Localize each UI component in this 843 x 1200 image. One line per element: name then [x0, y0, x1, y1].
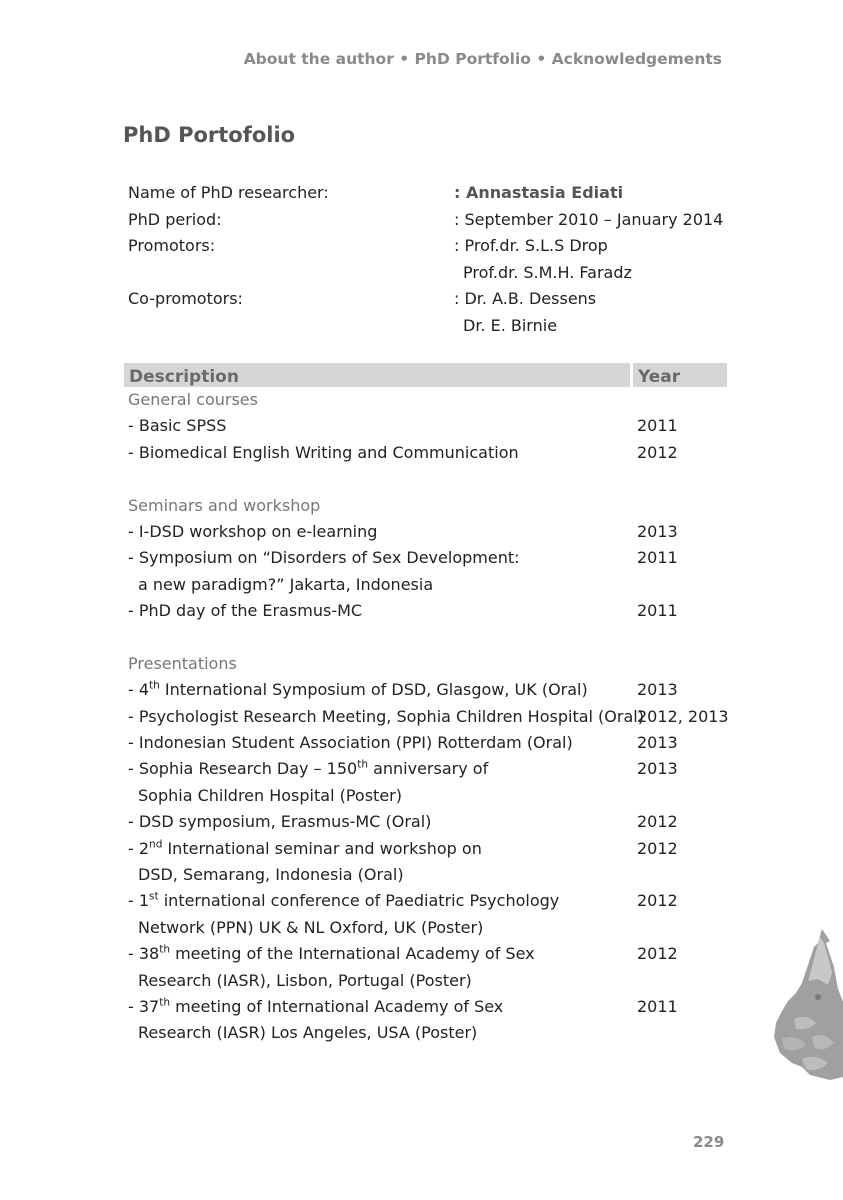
- row-description: - Biomedical English Writing and Communication: [128, 442, 519, 462]
- row-description: - Basic SPSS: [128, 416, 227, 436]
- row-year: 2013: [637, 521, 678, 541]
- row-year: 2013: [637, 680, 678, 700]
- table-row-continuation: [124, 783, 727, 809]
- copromotors-row: [128, 286, 728, 313]
- row-description-continuation: Network (PPN) UK & NL Oxford, UK (Poster): [138, 917, 484, 937]
- promotor-2: Prof.dr. S.M.H. Faradz: [463, 262, 632, 282]
- table-row: [124, 519, 727, 545]
- spacer-row: [124, 625, 727, 651]
- table-row: [124, 756, 727, 782]
- table-row-continuation: [124, 862, 727, 888]
- copromotor-1: : Dr. A.B. Dessens: [454, 289, 597, 308]
- row-description: - Psychologist Research Meeting, Sophia Children Hospital (Oral): [128, 706, 644, 726]
- researcher-name-row: [128, 180, 728, 207]
- copromotors-label: Co-promotors:: [128, 289, 243, 308]
- row-year: 2013: [637, 733, 678, 753]
- row-year: 2012: [637, 944, 678, 964]
- researcher-name-label: Name of PhD researcher:: [128, 183, 329, 202]
- row-year: 2011: [637, 996, 678, 1016]
- row-description: - Sophia Research Day – 150th anniversary of: [128, 759, 489, 779]
- phd-period-value: : September 2010 – January 2014: [454, 209, 724, 229]
- table-row-continuation: [124, 915, 727, 941]
- row-description: - 1st international conference of Paediatric Psychology: [128, 891, 560, 911]
- table-row: [124, 994, 727, 1020]
- copromotor-2: Dr. E. Birnie: [463, 315, 558, 335]
- section-heading-seminars: Seminars and workshop: [128, 495, 321, 515]
- row-description: - Indonesian Student Association (PPI) Rotterdam (Oral): [128, 733, 573, 753]
- section-heading-general: General courses: [128, 390, 258, 409]
- researcher-name-value: : Annastasia Ediati: [454, 183, 624, 202]
- table-row: [124, 440, 727, 466]
- row-description-continuation: DSD, Semarang, Indonesia (Oral): [138, 865, 404, 885]
- table-row: [124, 941, 727, 967]
- row-year: 2012: [637, 891, 678, 911]
- row-year: 2012, 2013: [637, 706, 729, 726]
- portfolio-table: [124, 363, 727, 1047]
- table-row: [124, 598, 727, 624]
- table-row-continuation: [124, 1020, 727, 1046]
- row-year: 2011: [637, 601, 678, 621]
- promotor-1: : Prof.dr. S.L.S Drop: [454, 236, 608, 255]
- row-description-continuation: Sophia Children Hospital (Poster): [138, 785, 402, 805]
- table-row: [124, 836, 727, 862]
- spacer-row: [124, 466, 727, 492]
- table-row: [124, 809, 727, 835]
- page-number: 229: [693, 1133, 725, 1151]
- row-year: 2013: [637, 759, 678, 779]
- row-description: - 4th International Symposium of DSD, Glasgow, UK (Oral): [128, 680, 588, 700]
- copromotors-row-2: [128, 313, 728, 340]
- row-description-continuation: Research (IASR) Los Angeles, USA (Poster): [138, 1023, 478, 1043]
- table-body: [124, 387, 727, 1047]
- page-title: PhD Portofolio: [123, 123, 296, 147]
- table-row-continuation: [124, 572, 727, 598]
- row-description: - 37th meeting of International Academy of Sex: [128, 996, 504, 1016]
- row-year: 2011: [637, 416, 678, 436]
- row-description: - I-DSD workshop on e-learning: [128, 521, 378, 541]
- row-year: 2012: [637, 838, 678, 858]
- promotors-row: [128, 233, 728, 260]
- row-description: - 38th meeting of the International Academy of Sex: [128, 943, 535, 964]
- row-description-continuation: a new paradigm?” Jakarta, Indonesia: [138, 574, 434, 594]
- researcher-info: [128, 180, 728, 339]
- row-description: - Symposium on “Disorders of Sex Development:: [128, 548, 520, 568]
- phd-period-label: PhD period:: [128, 209, 222, 229]
- wayang-puppet-icon: [772, 927, 843, 1082]
- row-year: 2011: [637, 548, 678, 568]
- table-row: [124, 888, 727, 914]
- column-header-year: Year: [633, 363, 727, 387]
- row-description: - PhD day of the Erasmus-MC: [128, 601, 363, 621]
- promotors-row-2: [128, 260, 728, 287]
- row-description-continuation: Research (IASR), Lisbon, Portugal (Poster): [138, 970, 472, 990]
- table-row-continuation: [124, 968, 727, 994]
- table-header: [124, 363, 727, 387]
- phd-period-row: [128, 207, 728, 234]
- table-row: [124, 545, 727, 571]
- table-row: [124, 413, 727, 439]
- row-description: - DSD symposium, Erasmus-MC (Oral): [128, 812, 432, 832]
- table-row: [124, 677, 727, 703]
- row-year: 2012: [637, 812, 678, 832]
- running-header: About the author • PhD Portfolio • Acknowledgements: [243, 50, 722, 68]
- row-year: 2012: [637, 442, 678, 462]
- table-row: [124, 704, 727, 730]
- promotors-label: Promotors:: [128, 236, 216, 255]
- row-description: - 2nd International seminar and workshop on: [128, 838, 482, 858]
- section-heading-presentations: Presentations: [128, 653, 237, 673]
- column-header-description: Description: [124, 363, 630, 387]
- table-row: [124, 730, 727, 756]
